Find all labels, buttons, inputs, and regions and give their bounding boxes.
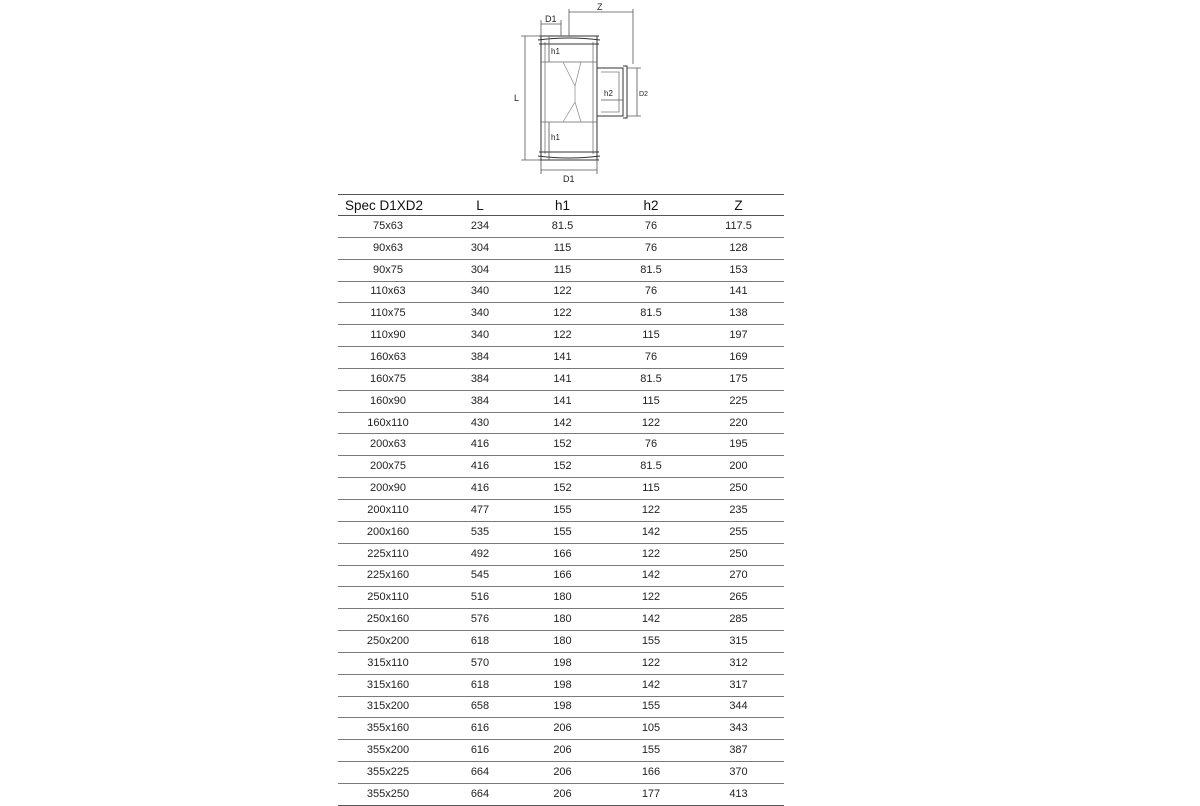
cell-h1: 155: [516, 499, 609, 521]
tee-drawing: [505, 2, 665, 187]
cell-spec: 355x200: [338, 740, 444, 762]
cell-z: 225: [693, 390, 784, 412]
cell-z: 141: [693, 281, 784, 303]
cell-l: 340: [444, 325, 516, 347]
cell-spec: 90x75: [338, 259, 444, 281]
table-row: [338, 718, 784, 740]
table-row: [338, 783, 784, 805]
cell-h1: 198: [516, 652, 609, 674]
cell-l: 384: [444, 390, 516, 412]
table-row: [338, 237, 784, 259]
spec-table: [338, 194, 784, 806]
cell-z: 312: [693, 652, 784, 674]
cell-l: 492: [444, 543, 516, 565]
cell-spec: 250x200: [338, 631, 444, 653]
cell-z: 250: [693, 543, 784, 565]
cell-spec: 75x63: [338, 216, 444, 238]
table-row: [338, 740, 784, 762]
cell-h1: 180: [516, 609, 609, 631]
cell-spec: 200x63: [338, 434, 444, 456]
cell-h1: 142: [516, 412, 609, 434]
cell-l: 616: [444, 718, 516, 740]
cell-l: 516: [444, 587, 516, 609]
cell-h2: 115: [609, 325, 693, 347]
tee-fitting-diagram: [505, 2, 665, 187]
cell-z: 250: [693, 478, 784, 500]
branch-socket: [623, 66, 627, 118]
cell-spec: 355x250: [338, 783, 444, 805]
cell-h2: 122: [609, 587, 693, 609]
cell-z: 413: [693, 783, 784, 805]
cell-z: 195: [693, 434, 784, 456]
cell-spec: 110x63: [338, 281, 444, 303]
cell-l: 618: [444, 631, 516, 653]
cell-l: 570: [444, 652, 516, 674]
cell-h2: 81.5: [609, 368, 693, 390]
cell-h2: 105: [609, 718, 693, 740]
cell-h2: 166: [609, 762, 693, 784]
cell-z: 235: [693, 499, 784, 521]
cell-l: 304: [444, 237, 516, 259]
cell-z: 138: [693, 303, 784, 325]
table-row: [338, 696, 784, 718]
cell-z: 128: [693, 237, 784, 259]
cell-spec: 160x75: [338, 368, 444, 390]
cell-spec: 355x225: [338, 762, 444, 784]
cell-l: 535: [444, 521, 516, 543]
dim-d1-bottom: [541, 160, 597, 174]
cell-h2: 76: [609, 216, 693, 238]
cell-l: 340: [444, 281, 516, 303]
cell-h2: 155: [609, 631, 693, 653]
cell-l: 416: [444, 478, 516, 500]
cell-h1: 122: [516, 325, 609, 347]
bottom-socket: [538, 152, 600, 160]
cell-z: 117.5: [693, 216, 784, 238]
cell-spec: 90x63: [338, 237, 444, 259]
cell-h2: 142: [609, 674, 693, 696]
cell-h2: 81.5: [609, 456, 693, 478]
table-row: [338, 303, 784, 325]
header-l: L: [444, 195, 516, 216]
cell-l: 416: [444, 456, 516, 478]
table-row: [338, 587, 784, 609]
cell-spec: 160x110: [338, 412, 444, 434]
label-d1-bottom: D1: [563, 174, 575, 184]
cell-h2: 142: [609, 521, 693, 543]
cell-h1: 166: [516, 543, 609, 565]
label-d1-top: D1: [545, 14, 557, 24]
table-row: [338, 674, 784, 696]
cell-l: 384: [444, 347, 516, 369]
cell-l: 664: [444, 783, 516, 805]
cell-spec: 160x90: [338, 390, 444, 412]
cell-l: 416: [444, 434, 516, 456]
cell-h1: 198: [516, 696, 609, 718]
table-row: [338, 543, 784, 565]
cell-z: 315: [693, 631, 784, 653]
cell-h2: 142: [609, 609, 693, 631]
inner-channel: [563, 62, 581, 122]
cell-l: 384: [444, 368, 516, 390]
cell-h2: 122: [609, 543, 693, 565]
table-row: [338, 347, 784, 369]
table-row: [338, 281, 784, 303]
cell-spec: 200x75: [338, 456, 444, 478]
table-row: [338, 652, 784, 674]
table-row: [338, 259, 784, 281]
table-row: [338, 434, 784, 456]
cell-z: 285: [693, 609, 784, 631]
header-z: Z: [693, 195, 784, 216]
table-row: [338, 609, 784, 631]
cell-l: 618: [444, 674, 516, 696]
cell-spec: 110x75: [338, 303, 444, 325]
table-row: [338, 478, 784, 500]
cell-h2: 115: [609, 390, 693, 412]
cell-l: 477: [444, 499, 516, 521]
table-row: [338, 216, 784, 238]
header-h1: h1: [516, 195, 609, 216]
table-row: [338, 412, 784, 434]
table-row: [338, 521, 784, 543]
label-h1-bottom: h1: [551, 133, 560, 142]
cell-h1: 198: [516, 674, 609, 696]
cell-spec: 200x90: [338, 478, 444, 500]
cell-h2: 122: [609, 652, 693, 674]
cell-h1: 81.5: [516, 216, 609, 238]
dim-l: [521, 36, 541, 160]
cell-z: 343: [693, 718, 784, 740]
cell-h2: 177: [609, 783, 693, 805]
label-d2: D2: [639, 91, 648, 98]
cell-spec: 315x160: [338, 674, 444, 696]
table-row: [338, 631, 784, 653]
cell-h2: 76: [609, 281, 693, 303]
cell-z: 255: [693, 521, 784, 543]
cell-h2: 76: [609, 237, 693, 259]
table-row: [338, 456, 784, 478]
cell-spec: 315x200: [338, 696, 444, 718]
cell-l: 340: [444, 303, 516, 325]
cell-z: 317: [693, 674, 784, 696]
cell-spec: 110x90: [338, 325, 444, 347]
cell-z: 344: [693, 696, 784, 718]
cell-h1: 152: [516, 478, 609, 500]
cell-spec: 250x110: [338, 587, 444, 609]
cell-spec: 315x110: [338, 652, 444, 674]
table-header-row: [338, 195, 784, 216]
table-row: [338, 390, 784, 412]
cell-spec: 355x160: [338, 718, 444, 740]
table-row: [338, 499, 784, 521]
table-body: [338, 216, 784, 806]
cell-h1: 115: [516, 237, 609, 259]
cell-h2: 142: [609, 565, 693, 587]
cell-h1: 206: [516, 740, 609, 762]
cell-spec: 225x110: [338, 543, 444, 565]
cell-h2: 122: [609, 412, 693, 434]
table-row: [338, 762, 784, 784]
cell-spec: 160x63: [338, 347, 444, 369]
cell-l: 430: [444, 412, 516, 434]
cell-h2: 155: [609, 740, 693, 762]
cell-h2: 76: [609, 347, 693, 369]
label-l: L: [514, 93, 520, 103]
cell-l: 545: [444, 565, 516, 587]
cell-h1: 155: [516, 521, 609, 543]
cell-l: 616: [444, 740, 516, 762]
table-row: [338, 368, 784, 390]
table-row: [338, 565, 784, 587]
header-spec: Spec D1XD2: [338, 195, 444, 216]
cell-h2: 115: [609, 478, 693, 500]
top-socket: [538, 36, 600, 44]
cell-h1: 122: [516, 303, 609, 325]
cell-z: 220: [693, 412, 784, 434]
cell-z: 265: [693, 587, 784, 609]
cell-l: 304: [444, 259, 516, 281]
cell-spec: 250x160: [338, 609, 444, 631]
cell-h1: 141: [516, 390, 609, 412]
label-h1-top: h1: [551, 47, 560, 56]
cell-z: 169: [693, 347, 784, 369]
cell-l: 658: [444, 696, 516, 718]
cell-spec: 200x110: [338, 499, 444, 521]
cell-h1: 152: [516, 434, 609, 456]
cell-h1: 152: [516, 456, 609, 478]
cell-h1: 141: [516, 347, 609, 369]
cell-h2: 155: [609, 696, 693, 718]
cell-h1: 122: [516, 281, 609, 303]
cell-spec: 200x160: [338, 521, 444, 543]
cell-h1: 180: [516, 631, 609, 653]
cell-h1: 206: [516, 783, 609, 805]
cell-z: 370: [693, 762, 784, 784]
table-row: [338, 325, 784, 347]
cell-h1: 166: [516, 565, 609, 587]
cell-spec: 225x160: [338, 565, 444, 587]
cell-l: 234: [444, 216, 516, 238]
cell-z: 200: [693, 456, 784, 478]
label-z: Z: [597, 2, 603, 12]
cell-l: 576: [444, 609, 516, 631]
cell-z: 197: [693, 325, 784, 347]
cell-z: 153: [693, 259, 784, 281]
cell-h1: 115: [516, 259, 609, 281]
cell-h1: 206: [516, 762, 609, 784]
cell-h2: 76: [609, 434, 693, 456]
header-h2: h2: [609, 195, 693, 216]
cell-z: 175: [693, 368, 784, 390]
cell-h2: 122: [609, 499, 693, 521]
cell-l: 664: [444, 762, 516, 784]
cell-h1: 180: [516, 587, 609, 609]
cell-h1: 141: [516, 368, 609, 390]
label-h2: h2: [604, 89, 613, 98]
cell-z: 270: [693, 565, 784, 587]
socket-depth-lines: [541, 62, 597, 122]
cell-h2: 81.5: [609, 259, 693, 281]
cell-h2: 81.5: [609, 303, 693, 325]
cell-h1: 206: [516, 718, 609, 740]
cell-z: 387: [693, 740, 784, 762]
